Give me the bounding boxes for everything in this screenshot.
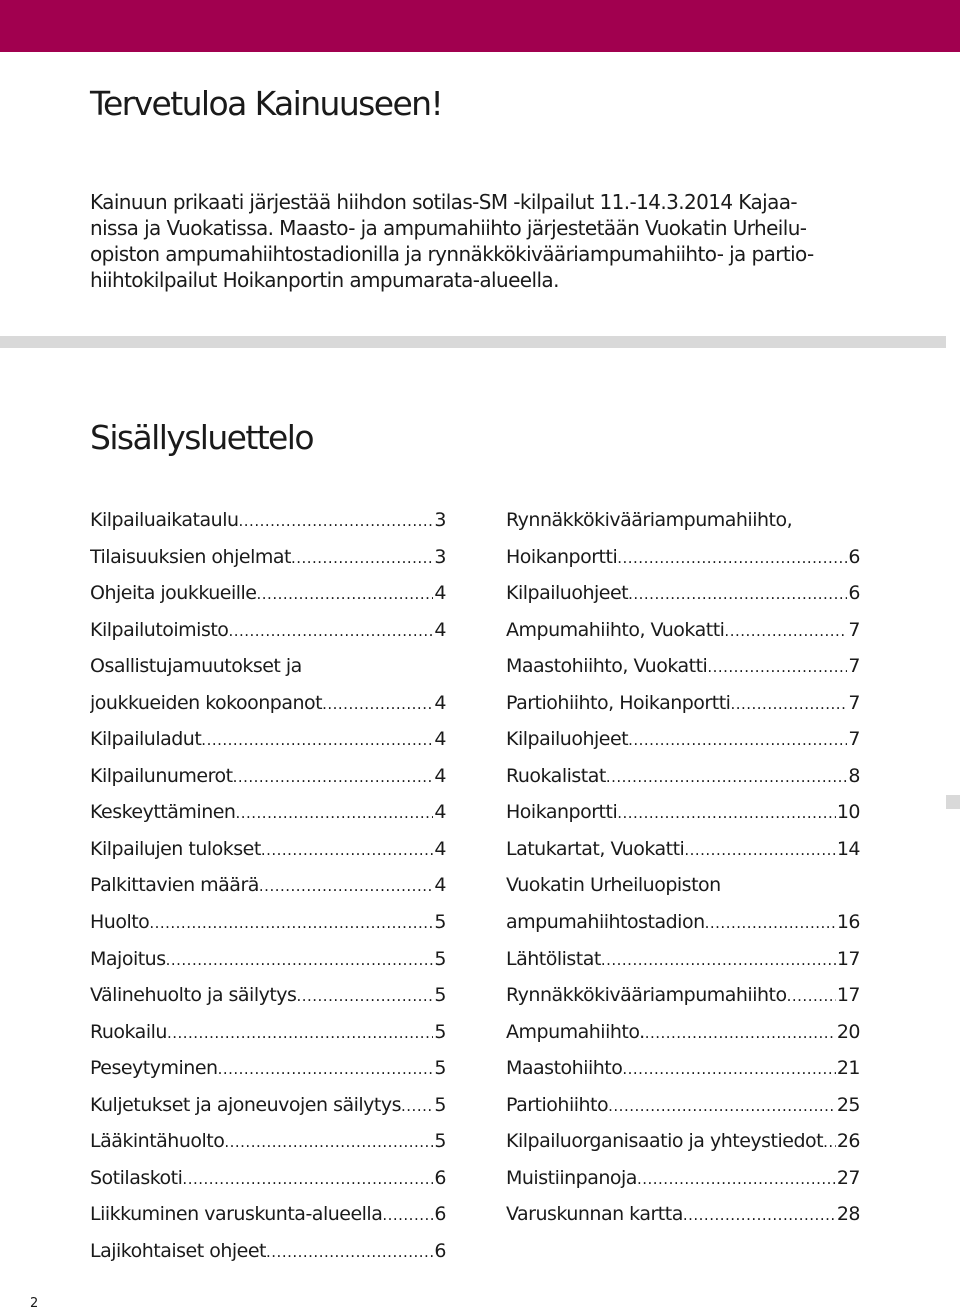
toc-entry-label: Huolto: [90, 911, 150, 934]
toc-entry-leader: [622, 1051, 835, 1087]
toc-entry-leader: [182, 1161, 433, 1197]
toc-entry-leader: [683, 1197, 836, 1233]
toc-entry[interactable]: [90, 941, 446, 978]
toc-entry-page: 5: [434, 1057, 446, 1080]
intro-line: nissa ja Vuokatissa. Maasto- ja ampumahiihto järjestetään Vuokatin Urheilu-: [90, 216, 807, 240]
toc-entry-leader: [239, 503, 434, 539]
toc-entry[interactable]: [506, 685, 860, 722]
intro-line: opiston ampumahiihtostadionilla ja rynnäkkökivääriampumahiihto- ja partio-: [90, 242, 814, 266]
toc-entry-page: 20: [836, 1020, 860, 1043]
toc-entry-leader: [382, 1197, 433, 1233]
toc-entry-leader: [606, 759, 848, 795]
toc-entry-page: 17: [836, 984, 860, 1007]
toc-entry-leader: [628, 722, 847, 758]
toc-entry[interactable]: [90, 685, 446, 722]
toc-entry[interactable]: [506, 1050, 860, 1087]
toc-entry[interactable]: [90, 1014, 446, 1051]
toc-entry-label: Peseytyminen: [90, 1057, 218, 1080]
toc-entry-leader: [266, 1234, 433, 1270]
toc-entry-page: 4: [434, 837, 446, 860]
toc-entry[interactable]: [90, 904, 446, 941]
toc-entry-leader: [705, 905, 836, 941]
toc-entry-label: Kilpailujen tulokset: [90, 837, 261, 860]
toc-entry[interactable]: [90, 1160, 446, 1197]
toc-entry-leader: [617, 540, 847, 576]
toc-entry-label: Osallistujamuutokset ja: [90, 655, 302, 678]
toc-entry[interactable]: [90, 502, 446, 539]
toc-entry[interactable]: [506, 721, 860, 758]
toc-entry-page: 21: [836, 1057, 860, 1080]
toc-entry-label: Hoikanportti: [506, 545, 618, 568]
toc-entry[interactable]: [506, 1087, 860, 1124]
toc-entry-label: Lääkintähuolto: [90, 1130, 225, 1153]
toc-entry-leader: [257, 576, 434, 612]
toc-entry-leader: [166, 942, 434, 978]
toc-entry[interactable]: [506, 977, 860, 1014]
toc-entry-page: 8: [848, 764, 860, 787]
toc-entry-page: 14: [836, 837, 860, 860]
toc-entry[interactable]: [90, 648, 446, 685]
toc-entry-page: 5: [434, 947, 446, 970]
toc-entry[interactable]: [90, 612, 446, 649]
toc-entry-leader: [617, 795, 836, 831]
toc-entry[interactable]: [90, 1050, 446, 1087]
toc-entry-leader: [684, 832, 835, 868]
toc-entry[interactable]: [90, 867, 446, 904]
toc-entry-label: Hoikanportti: [506, 801, 618, 824]
toc-entry-leader: [322, 686, 433, 722]
toc-entry[interactable]: [506, 1196, 860, 1233]
toc-entry-label: Välinehuolto ja säilytys: [90, 984, 297, 1007]
toc-entry-label: Sotilaskoti: [90, 1166, 183, 1189]
toc-entry-leader: [401, 1088, 433, 1124]
toc-entry-page: 16: [836, 911, 860, 934]
toc-entry-leader: [259, 868, 434, 904]
toc-entry-leader: [233, 759, 434, 795]
toc-entry-leader: [224, 1124, 433, 1160]
toc-entry[interactable]: [506, 648, 860, 685]
toc-entry-leader: [724, 613, 847, 649]
toc-entry-leader: [149, 905, 433, 941]
toc-entry[interactable]: [90, 977, 446, 1014]
toc-entry[interactable]: [506, 575, 860, 612]
toc-entry-label: Liikkuminen varuskunta-alueella: [90, 1203, 383, 1226]
toc-entry[interactable]: [506, 1014, 860, 1051]
toc-entry-page: 4: [434, 764, 446, 787]
toc-entry-leader: [291, 540, 433, 576]
toc-entry[interactable]: [506, 831, 860, 868]
toc-entry-label: Partiohiihto, Hoikanportti: [506, 691, 731, 714]
toc-entry-label: Kuljetukset ja ajoneuvojen säilytys: [90, 1093, 402, 1116]
toc-right-column: [506, 502, 860, 1233]
toc-entry-label: Rynnäkkökivääriampumahiihto,: [506, 509, 793, 531]
toc-entry-page: 7: [848, 618, 860, 641]
toc-entry-leader: [228, 613, 433, 649]
toc-entry[interactable]: [506, 794, 860, 831]
toc-entry-label: Muistiinpanoja: [506, 1166, 637, 1189]
toc-entry[interactable]: [506, 904, 860, 941]
toc-entry-label: Kilpailuohjeet: [506, 728, 629, 751]
toc-entry-page: 28: [836, 1203, 860, 1226]
toc-entry[interactable]: [90, 1196, 446, 1233]
toc-entry-label: Lähtölistat: [506, 947, 601, 970]
toc-entry-label: Varuskunnan kartta: [506, 1203, 683, 1226]
toc-entry-label: Ampumahiihto, Vuokatti: [506, 618, 725, 641]
toc-entry[interactable]: [506, 758, 860, 795]
toc-entry-label: Kilpailuohjeet: [506, 582, 629, 605]
toc-entry[interactable]: [90, 1123, 446, 1160]
toc-entry[interactable]: [90, 575, 446, 612]
toc-title: Sisällysluettelo: [90, 418, 313, 457]
toc-entry-page: 4: [434, 728, 446, 751]
toc-entry-page: 5: [434, 911, 446, 934]
toc-entry-label: Ruokalistat: [506, 764, 606, 787]
toc-entry-leader: [261, 832, 434, 868]
toc-entry-page: 6: [434, 1166, 446, 1189]
page-title: Tervetuloa Kainuuseen!: [90, 84, 443, 123]
toc-left-column: [90, 502, 446, 1269]
toc-entry-page: 5: [434, 984, 446, 1007]
toc-entry-page: 3: [434, 509, 446, 531]
toc-entry-leader: [608, 1088, 836, 1124]
toc-entry-label: Keskeyttäminen: [90, 801, 236, 824]
toc-entry-label: Rynnäkkökivääriampumahiihto: [506, 984, 787, 1007]
toc-entry-label: Tilaisuuksien ohjelmat: [90, 545, 291, 568]
toc-entry-leader: [296, 978, 433, 1014]
page-number: 2: [30, 1296, 39, 1311]
toc-entry[interactable]: [506, 539, 860, 576]
toc-entry[interactable]: [90, 1233, 446, 1270]
toc-entry-leader: [167, 1015, 433, 1051]
toc-entry-leader: [645, 1015, 836, 1051]
toc-entry-leader: [823, 1124, 836, 1160]
toc-entry-label: Kilpailutoimisto: [90, 618, 229, 641]
margin-marker: [946, 795, 960, 809]
toc-entry-label: Vuokatin Urheiluopiston: [506, 874, 721, 897]
toc-entry[interactable]: [506, 612, 860, 649]
toc-entry-page: 4: [434, 691, 446, 714]
toc-entry-label: Kilpailuladut: [90, 728, 202, 751]
toc-entry[interactable]: [506, 867, 860, 904]
toc-entry-page: 27: [836, 1166, 860, 1189]
toc-entry-page: 6: [848, 582, 860, 605]
toc-entry-leader: [787, 978, 836, 1014]
toc-entry-page: 5: [434, 1130, 446, 1153]
toc-entry[interactable]: [506, 941, 860, 978]
toc-entry-page: 26: [836, 1130, 860, 1153]
toc-entry-label: Ohjeita joukkueille: [90, 582, 257, 605]
toc-entry-page: 17: [836, 947, 860, 970]
toc-entry-page: 25: [836, 1093, 860, 1116]
toc-entry-label: Kilpailunumerot: [90, 764, 233, 787]
toc-entry-label: Partiohiihto: [506, 1093, 609, 1116]
toc-entry-page: 4: [434, 582, 446, 605]
toc-entry-page: 4: [434, 801, 446, 824]
toc-entry[interactable]: [90, 758, 446, 795]
toc-entry[interactable]: [506, 502, 860, 539]
toc-entry-label: Kilpailuorganisaatio ja yhteystiedot: [506, 1130, 824, 1153]
toc-entry-label: Palkittavien määrä: [90, 874, 259, 897]
toc-entry-leader: [730, 686, 847, 722]
toc-entry-label: Kilpailuaikataulu: [90, 509, 239, 531]
toc-entry-leader: [235, 795, 433, 831]
toc-entry-leader: [601, 942, 836, 978]
toc-entry-leader: [201, 722, 433, 758]
intro-line: Kainuun prikaati järjestää hiihdon sotilas-SM -kilpailut 11.-14.3.2014 Kajaa-: [90, 190, 798, 214]
toc-entry-page: 7: [848, 691, 860, 714]
toc-entry[interactable]: [506, 1123, 860, 1160]
toc-entry-label: Ruokailu: [90, 1020, 167, 1043]
intro-line: hiihtokilpailut Hoikanportin ampumarata-alueella.: [90, 268, 559, 292]
toc-entry[interactable]: [90, 539, 446, 576]
toc-entry[interactable]: [90, 721, 446, 758]
toc-entry[interactable]: [90, 794, 446, 831]
toc-entry-page: 7: [848, 728, 860, 751]
toc-entry-leader: [707, 649, 847, 685]
toc-entry-label: Ampumahiihto.: [506, 1020, 645, 1043]
header-accent-bar: [0, 0, 960, 52]
toc-entry-page: 5: [434, 1020, 446, 1043]
toc-entry[interactable]: [90, 831, 446, 868]
toc-entry[interactable]: [506, 1160, 860, 1197]
toc-entry-leader: [218, 1051, 434, 1087]
toc-entry-label: Lajikohtaiset ohjeet: [90, 1239, 267, 1262]
toc-entry-page: 5: [434, 1093, 446, 1116]
toc-entry-page: 4: [434, 618, 446, 641]
toc-entry-page: 4: [434, 874, 446, 897]
toc-entry-page: 3: [434, 545, 446, 568]
toc-entry-label: Majoitus: [90, 947, 166, 970]
toc-entry-page: 6: [434, 1203, 446, 1226]
toc-entry-label: Maastohiihto, Vuokatti: [506, 655, 708, 678]
toc-entry-leader: [628, 576, 847, 612]
toc-entry-page: 6: [434, 1239, 446, 1262]
section-divider: [0, 336, 946, 348]
toc-entry-label: ampumahiihtostadion: [506, 911, 705, 934]
toc-entry-leader: [637, 1161, 836, 1197]
toc-entry-label: Latukartat, Vuokatti: [506, 837, 685, 860]
toc-entry-label: Maastohiihto: [506, 1057, 623, 1080]
toc-entry-page: 6: [848, 545, 860, 568]
toc-entry-page: 7: [848, 655, 860, 678]
toc-entry[interactable]: [90, 1087, 446, 1124]
intro-paragraph: [90, 189, 890, 293]
toc-entry-page: 10: [836, 801, 860, 824]
toc-entry-label: joukkueiden kokoonpanot: [90, 691, 323, 714]
